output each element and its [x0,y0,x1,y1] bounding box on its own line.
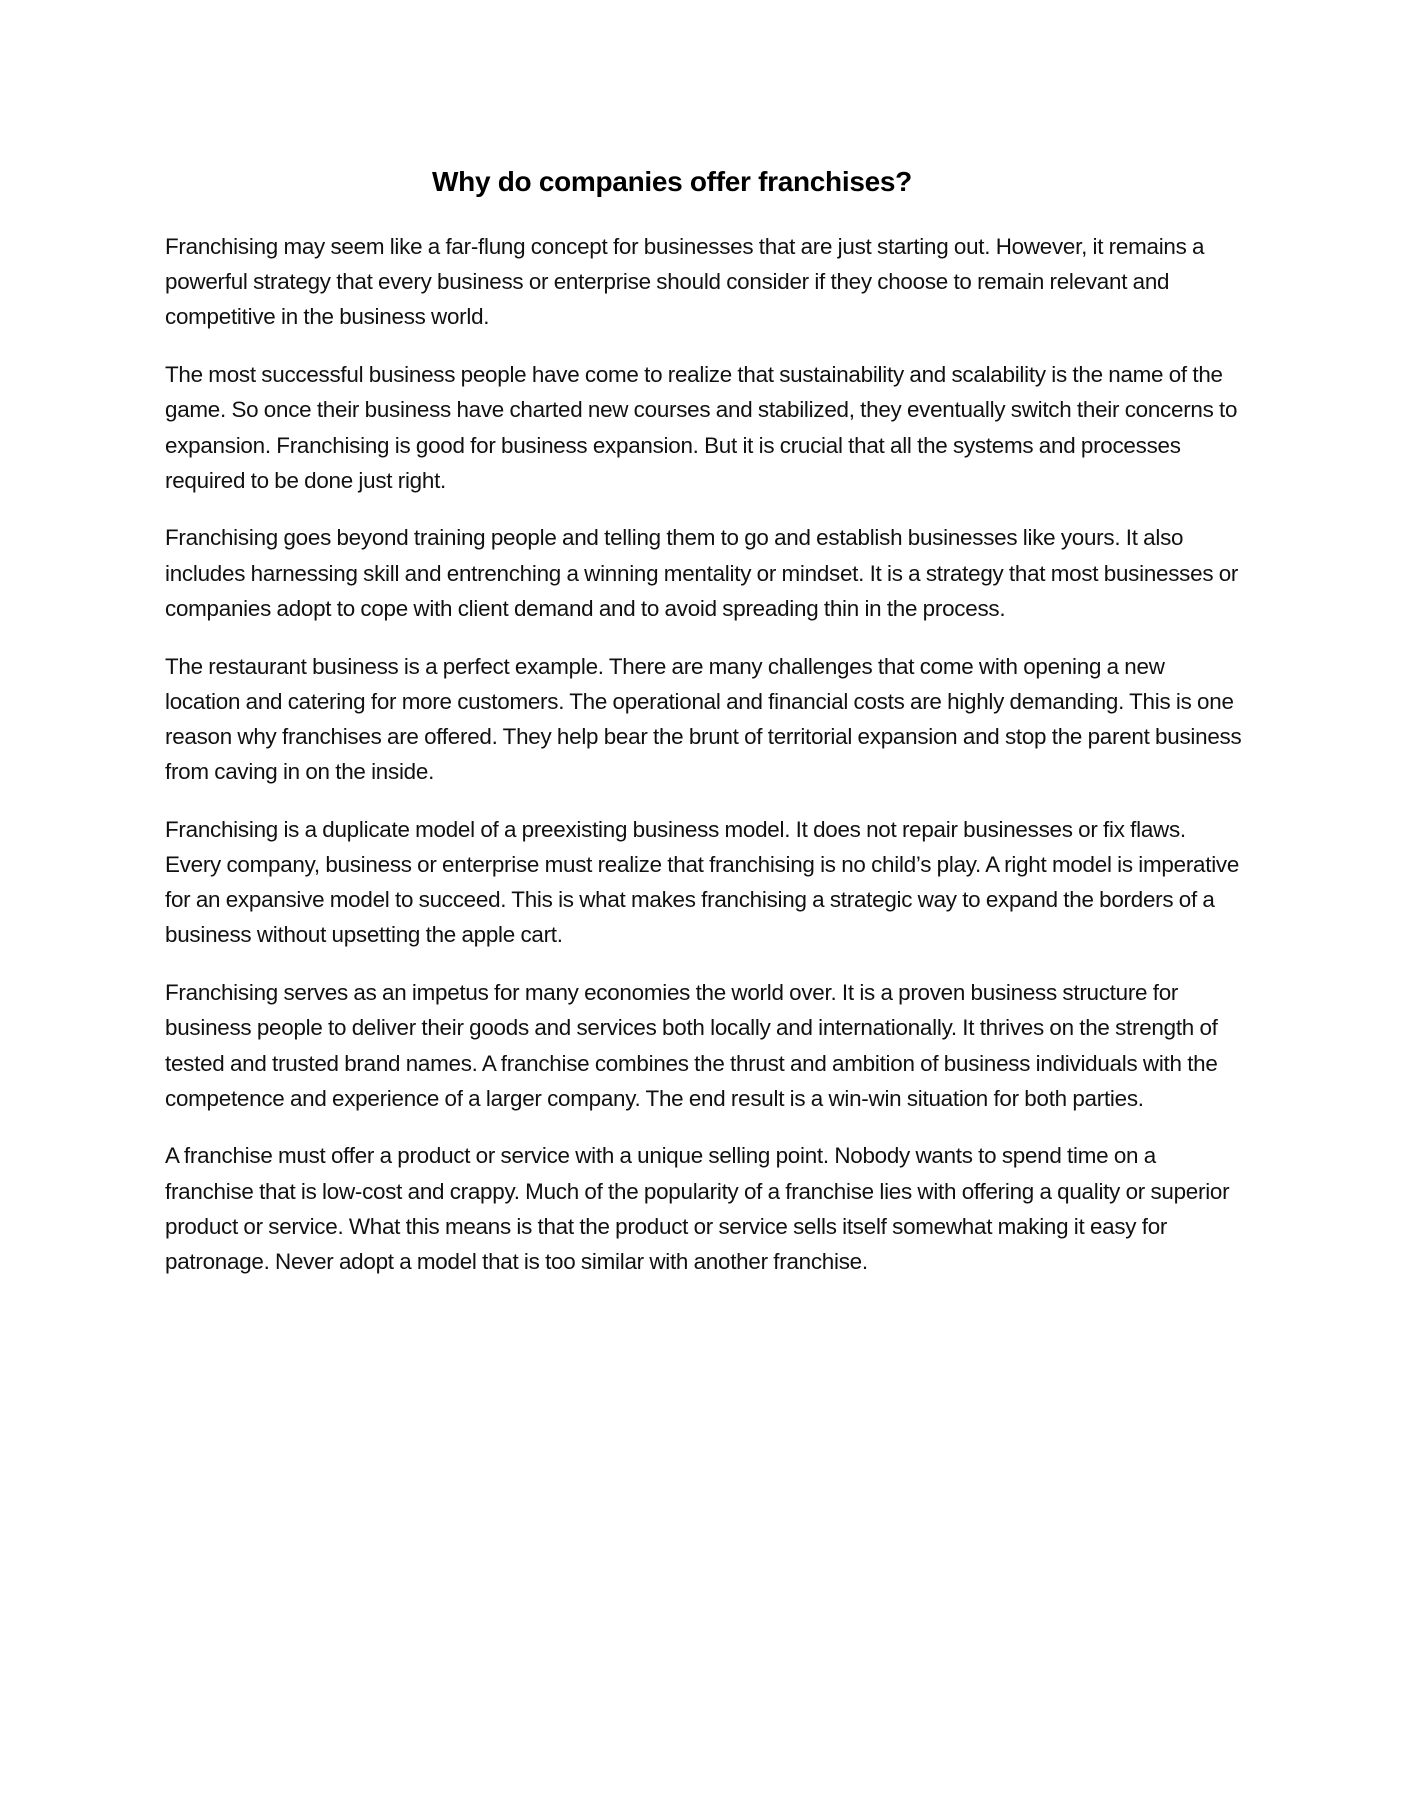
paragraph: Franchising serves as an impetus for many economies the world over. It is a proven business structure for business people to deliver their goods and services both locally and internationally. It thrives on the strength of tested and trusted brand names. A franchise combines the thrust and ambition of business individuals with the competence and experience of a larger company. The end result is a win-win situation for both parties. [165,980,1218,1111]
paragraph: A franchise must offer a product or service with a unique selling point. Nobody wants to spend time on a franchise that is low-cost and crappy. Much of the popularity of a franchise lies with offering a quality or superior product or service. What this means is that the product or service sells itself somewhat making it easy for patronage. Never adopt a model that is too similar with another franchise. [165,1143,1230,1275]
paragraph: The restaurant business is a perfect example. There are many challenges that come with opening a new location and catering for more customers. The operational and financial costs are highly demanding. This is one reason why franchises are offered. They help bear the brunt of territorial expansion and stop the parent business from caving in on the inside. [165,653,1242,785]
paragraph: Franchising is a duplicate model of a preexisting business model. It does not repair businesses or fix flaws. Every company, business or enterprise must realize that franchising is no child’s play. A right model is imperative for an expansive model to succeed. This is what makes franchising a strategic way to expand the borders of a business without upsetting the apple cart. [165,816,1240,948]
paragraph: The most successful business people have come to realize that sustainability and scalability is the name of the game. So once their business have charted new courses and stabilized, they eventually switch their concerns to expansion. Franchising is good for business expansion. But it is crucial that all the systems and processes required to be done just right. [165,362,1238,493]
document-body [165,229,1245,1302]
paragraph: Franchising may seem like a far-flung concept for businesses that are just starting out. However, it remains a powerful strategy that every business or enterprise should consider if they choose to remain relevant and competitive in the business world. [165,234,1205,330]
document-title: Why do companies offer franchises? [432,166,912,197]
paragraph: Franchising goes beyond training people and telling them to go and establish businesses like yours. It also includes harnessing skill and entrenching a winning mentality or mindset. It is a strategy that most businesses or companies adopt to cope with client demand and to avoid spreading thin in the process. [165,525,1239,621]
